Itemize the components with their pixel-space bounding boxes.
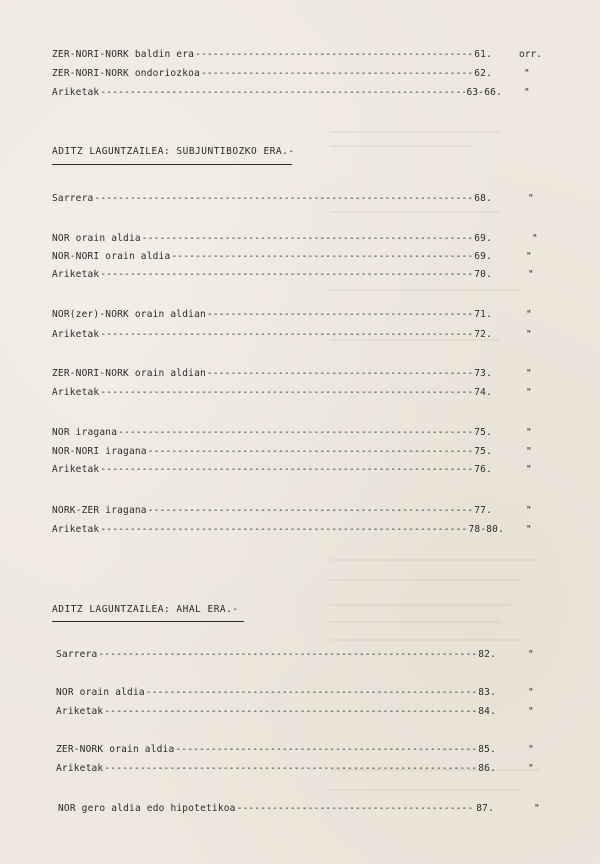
toc-page-number: 69. (474, 233, 492, 244)
toc-leader (100, 328, 473, 342)
toc-entry-label: NOR-NORI orain aldia (52, 251, 171, 262)
toc-entry-label: Ariketak (52, 464, 100, 475)
toc-ditto-mark: " (526, 505, 532, 516)
toc-row (52, 367, 492, 381)
toc-row (56, 648, 496, 662)
toc-row (52, 67, 492, 81)
toc-entry-label: Ariketak (52, 387, 100, 398)
toc-leader (237, 802, 476, 816)
toc-page-number: 87. (476, 803, 494, 814)
toc-row (52, 328, 492, 342)
toc-page-marker: orr. (519, 49, 542, 60)
toc-ditto-mark: " (524, 68, 530, 79)
toc-page-number: 82. (478, 649, 496, 660)
toc-row (52, 463, 492, 477)
toc-row (52, 232, 492, 246)
toc-page-number: 72. (474, 329, 492, 340)
toc-page-number: 84. (478, 706, 496, 717)
toc-entry-label: ZER-NORK orain aldia (56, 744, 175, 755)
toc-leader (100, 523, 467, 537)
toc-row (52, 445, 492, 459)
toc-leader (142, 232, 473, 246)
toc-row (56, 743, 496, 757)
toc-row (52, 523, 504, 537)
toc-row (58, 802, 494, 816)
toc-page-number: 68. (474, 193, 492, 204)
toc-leader (94, 192, 473, 206)
toc-page-number: 71. (474, 309, 492, 320)
toc-page-number: 74. (474, 387, 492, 398)
toc-row (52, 308, 492, 322)
toc-entry-label: Ariketak (56, 706, 104, 717)
toc-page-number: 75. (474, 446, 492, 457)
toc-entry-label: Ariketak (56, 763, 104, 774)
toc-leader (98, 648, 477, 662)
toc-row (52, 48, 492, 62)
toc-row (52, 426, 492, 440)
toc-ditto-mark: " (524, 87, 530, 98)
toc-ditto-mark: " (528, 193, 534, 204)
toc-row (56, 705, 496, 719)
toc-ditto-mark: " (528, 744, 534, 755)
toc-page-number: 69. (474, 251, 492, 262)
toc-leader (148, 504, 474, 518)
toc-page-number: 85. (478, 744, 496, 755)
toc-entry-label: NOR(zer)-NORK orain aldian (52, 309, 206, 320)
toc-leader (201, 67, 473, 81)
toc-ditto-mark: " (528, 269, 534, 280)
toc-page-number: 76. (474, 464, 492, 475)
toc-entry-label: Ariketak (52, 329, 100, 340)
toc-leader (104, 705, 477, 719)
toc-row (56, 686, 496, 700)
toc-ditto-mark: " (526, 524, 532, 535)
toc-entry-label: Ariketak (52, 269, 100, 280)
toc-ditto-mark: " (532, 233, 538, 244)
toc-ditto-mark: " (526, 309, 532, 320)
toc-leader (175, 743, 477, 757)
toc-ditto-mark: " (526, 387, 532, 398)
toc-page-number: 70. (474, 269, 492, 280)
toc-ditto-mark: " (528, 763, 534, 774)
toc-page-number: 73. (474, 368, 492, 379)
toc-entry-label: ZER-NORI-NORK orain aldian (52, 368, 206, 379)
toc-page-number: 83. (478, 687, 496, 698)
toc-leader (118, 426, 473, 440)
toc-ditto-mark: " (534, 803, 540, 814)
toc-row (52, 268, 492, 282)
toc-ditto-mark: " (526, 464, 532, 475)
toc-page-number: 63-66. (466, 87, 502, 98)
toc-entry-label: Ariketak (52, 87, 100, 98)
toc-leader (171, 250, 473, 264)
toc-ditto-mark: " (528, 706, 534, 717)
toc-entry-label: Sarrera (52, 193, 94, 204)
toc-ditto-mark: " (526, 251, 532, 262)
toc-entry-label: ZER-NORI-NORK baldin era (52, 49, 195, 60)
toc-ditto-mark: " (526, 329, 532, 340)
toc-ditto-mark: " (526, 427, 532, 438)
toc-page-number: 77. (474, 505, 492, 516)
toc-entry-label: NOR-NORI iragana (52, 446, 147, 457)
toc-ditto-mark: " (528, 687, 534, 698)
toc-leader (195, 48, 473, 62)
section-heading-underline (52, 164, 292, 165)
toc-page-number: 75. (474, 427, 492, 438)
toc-leader (148, 445, 474, 459)
toc-entry-label: NOR iragana (52, 427, 118, 438)
toc-entry-label: Sarrera (56, 649, 98, 660)
toc-leader (207, 367, 473, 381)
toc-row (52, 86, 502, 100)
toc-ditto-mark: " (528, 649, 534, 660)
toc-entry-label: NORK-ZER iragana (52, 505, 147, 516)
toc-leader (207, 308, 473, 322)
toc-ditto-mark: " (526, 446, 532, 457)
section-heading: ADITZ LAGUNTZAILEA: AHAL ERA.- (52, 604, 239, 615)
toc-entry-label: Ariketak (52, 524, 100, 535)
section-heading: ADITZ LAGUNTZAILEA: SUBJUNTIBOZKO ERA.- (52, 146, 295, 157)
section-heading-underline (52, 621, 244, 622)
toc-ditto-mark: " (526, 368, 532, 379)
toc-row (52, 504, 492, 518)
toc-leader (146, 686, 477, 700)
toc-entry-label: NOR gero aldia edo hipotetikoa (58, 803, 236, 814)
toc-page-number: 86. (478, 763, 496, 774)
toc-row (52, 386, 492, 400)
toc-row (52, 192, 492, 206)
toc-page-number: 61. (474, 49, 492, 60)
toc-leader (104, 762, 477, 776)
toc-leader (100, 463, 473, 477)
toc-row (52, 250, 492, 264)
toc-entry-label: ZER-NORI-NORK ondoriozkoa (52, 68, 200, 79)
toc-leader (100, 386, 473, 400)
toc-page-number: 78-80. (468, 524, 504, 535)
toc-entry-label: NOR orain aldia (56, 687, 145, 698)
toc-entry-label: NOR orain aldia (52, 233, 141, 244)
toc-row (56, 762, 496, 776)
toc-page-number: 62. (474, 68, 492, 79)
toc-leader (100, 268, 473, 282)
toc-leader (100, 86, 465, 100)
